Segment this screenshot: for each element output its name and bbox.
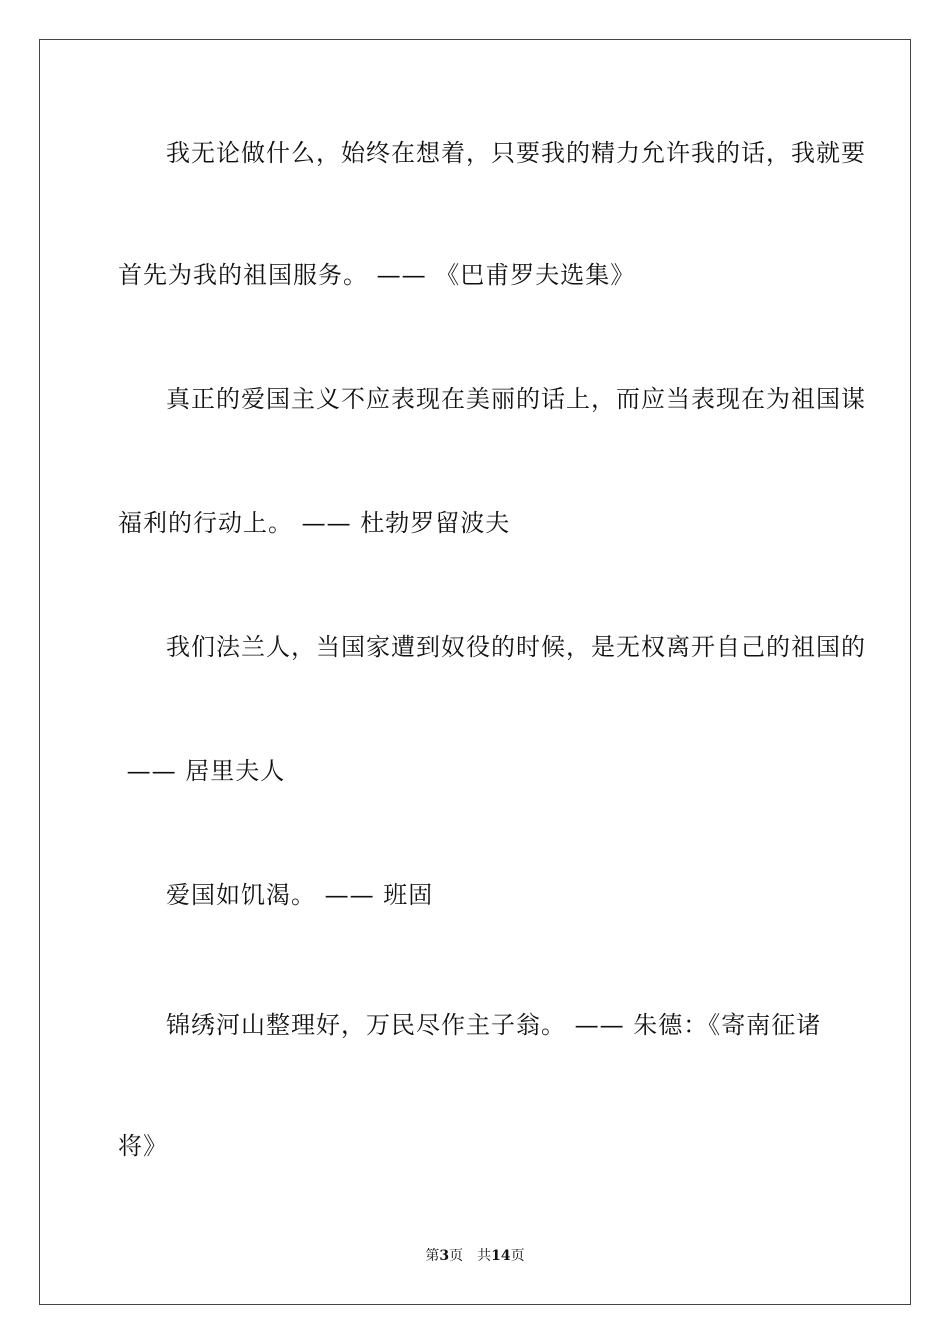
total-pages: 14 bbox=[491, 1248, 511, 1264]
page-suffix: 页 bbox=[449, 1248, 464, 1264]
page-current: 3 bbox=[439, 1248, 450, 1264]
total-prefix: 共 bbox=[477, 1248, 492, 1264]
text-line-9: 将》 bbox=[118, 1132, 168, 1160]
text-line-3: 真正的爱国主义不应表现在美丽的话上，而应当表现在为祖国谋 bbox=[166, 385, 866, 413]
page-prefix: 第 bbox=[425, 1248, 440, 1264]
text-line-1: 我无论做什么，始终在想着，只要我的精力允许我的话，我就要 bbox=[166, 139, 866, 167]
text-line-7: 爱国如饥渴。 —— 班固 bbox=[166, 881, 434, 909]
text-line-2: 首先为我的祖国服务。 —— 《巴甫罗夫选集》 bbox=[118, 261, 636, 289]
text-line-6: —— 居里夫人 bbox=[118, 757, 286, 785]
text-line-4: 福利的行动上。 —— 杜勃罗留波夫 bbox=[118, 509, 511, 537]
total-suffix: 页 bbox=[510, 1248, 525, 1264]
page-border bbox=[39, 39, 911, 1305]
text-line-8: 锦绣河山整理好，万民尽作主子翁。 —— 朱德：《寄南征诸 bbox=[166, 1011, 822, 1039]
page-footer bbox=[0, 1246, 950, 1266]
text-line-5: 我们法兰人，当国家遭到奴役的时候，是无权离开自己的祖国的 bbox=[166, 633, 866, 661]
